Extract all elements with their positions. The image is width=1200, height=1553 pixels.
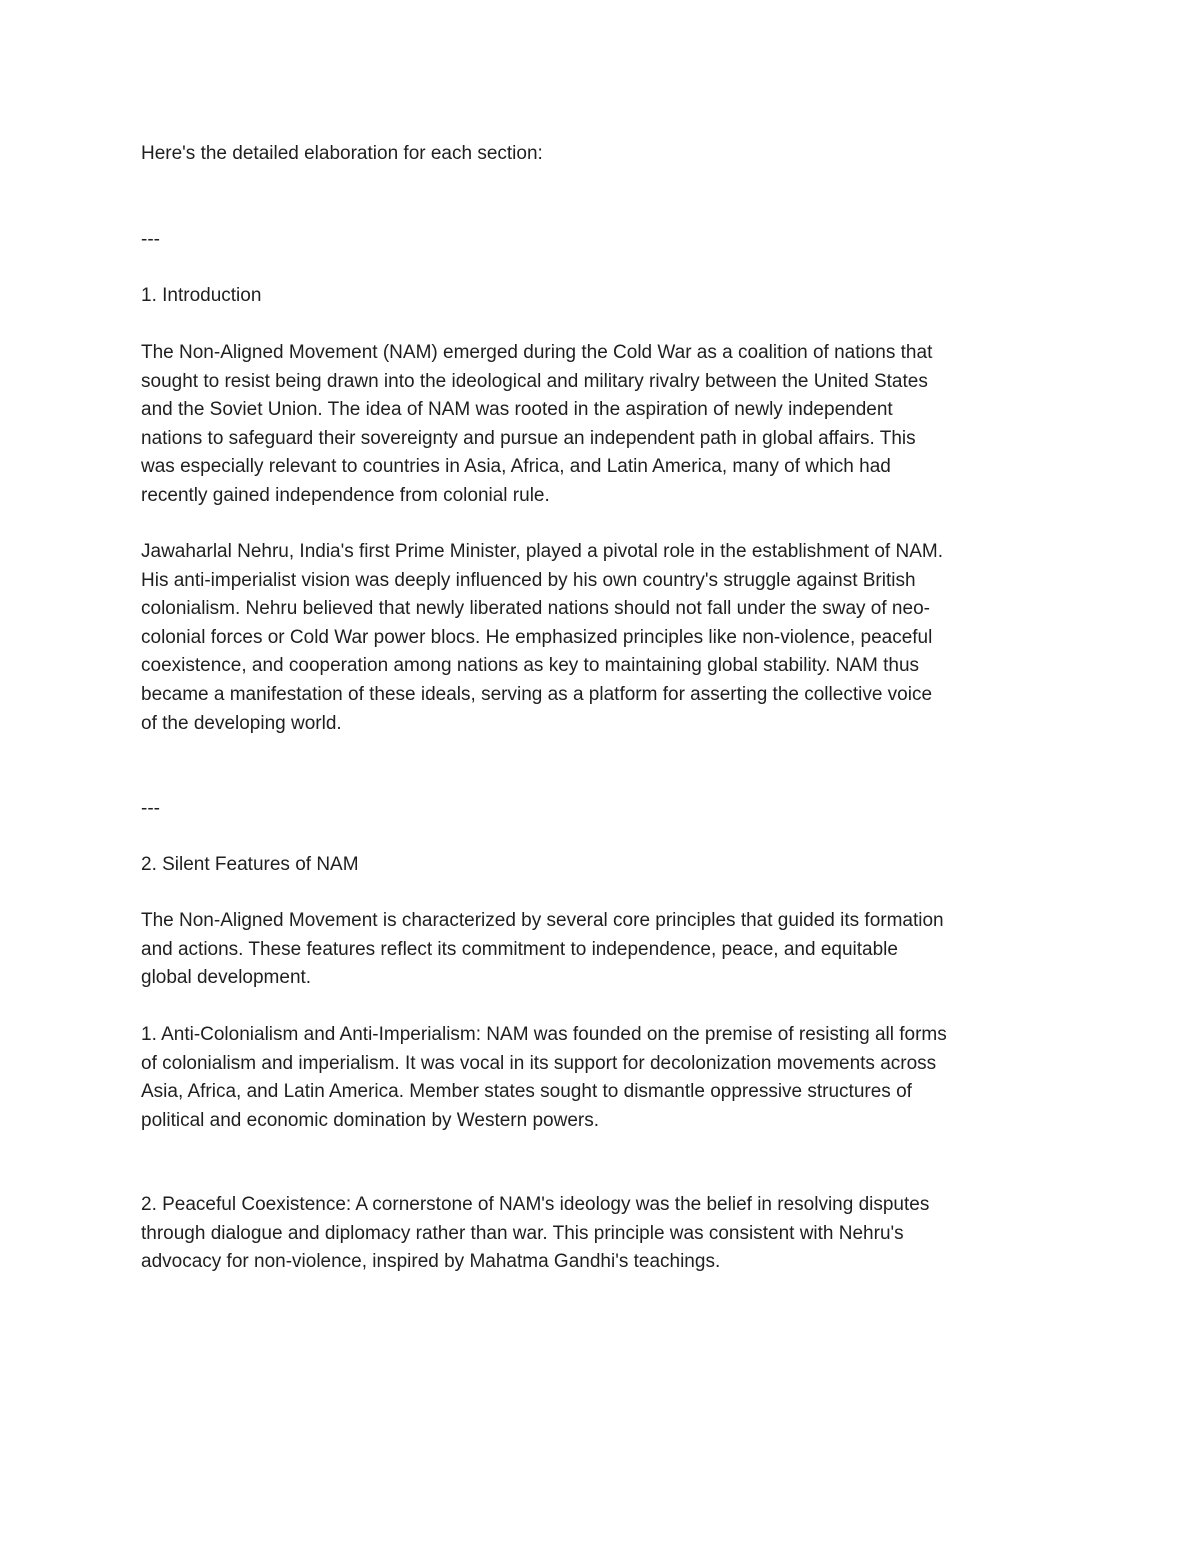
- feature-item-peaceful-coexistence: 2. Peaceful Coexistence: A cornerstone of NAM's ideology was the belief in resolving disputes through dialogue and diplomacy rather than war. This principle was consistent with Nehru's advocacy for non-violence, inspired by Mahatma Gandhi's teachings.: [141, 1194, 930, 1273]
- section-heading-features: 2. Silent Features of NAM: [141, 854, 359, 875]
- section-heading-introduction: 1. Introduction: [141, 285, 262, 306]
- features-intro-paragraph: The Non-Aligned Movement is characterized by several core principles that guided its formation and actions. These features reflect its commitment to independence, peace, and equitable global development.: [141, 910, 944, 989]
- introduction-paragraph-1: The Non-Aligned Movement (NAM) emerged during the Cold War as a coalition of nations that sought to resist being drawn into the ideological and military rivalry between the United States and the Soviet Union. The idea of NAM was rooted in the aspiration of newly independent nations to safeguard their sovereignty and pursue an independent path in global affairs. This was especially relevant to countries in Asia, Africa, and Latin America, many of which had recently gained independence from colonial rule.: [141, 342, 933, 506]
- section-divider: ---: [141, 798, 160, 819]
- feature-item-anti-colonialism: 1. Anti-Colonialism and Anti-Imperialism: NAM was founded on the premise of resisting all forms of colonialism and imperialism. It was vocal in its support for decolonization movements across Asia, Africa, and Latin America. Member states sought to dismantle oppressive structures of political and economic domination by Western powers.: [141, 1024, 947, 1131]
- introduction-paragraph-2: Jawaharlal Nehru, India's first Prime Minister, played a pivotal role in the establishment of NAM. His anti-imperialist vision was deeply influenced by his own country's struggle against British colonialism. Nehru believed that newly liberated nations should not fall under the sway of neo- colonial forces or Cold War power blocs. He emphasized principles like non-violence, peaceful coexistence, and cooperation among nations as key to maintaining global stability. NAM thus became a manifestation of these ideals, serving as a platform for asserting the collective voice of the developing world.: [141, 541, 943, 734]
- intro-line: Here's the detailed elaboration for each section:: [141, 143, 543, 164]
- section-divider: ---: [141, 229, 160, 250]
